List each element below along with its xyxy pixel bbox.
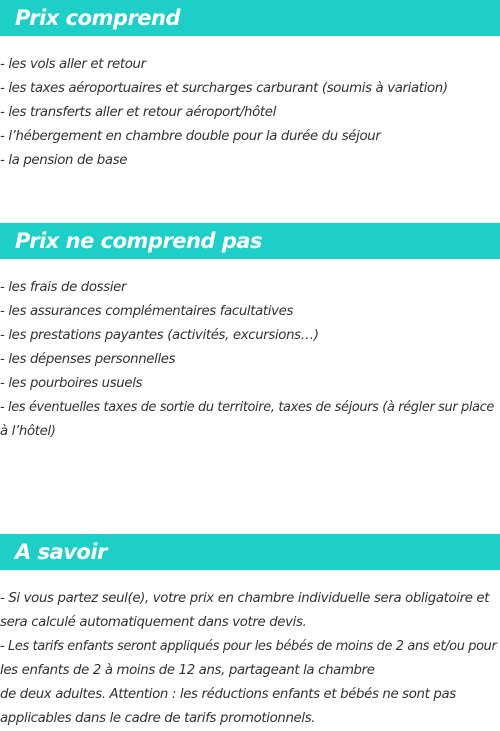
list-item: - les pourboires usuels	[0, 376, 143, 391]
list-item: à l’hôtel)	[0, 424, 56, 439]
section-title: Prix comprend	[15, 6, 181, 30]
section-title: A savoir	[15, 540, 107, 564]
list-item: - les prestations payantes (activités, excursions…)	[0, 328, 319, 343]
list-item: - Si vous partez seul(e), votre prix en chambre individuelle sera obligatoire et	[0, 591, 490, 606]
list-item: sera calculé automatiquement dans votre devis.	[0, 615, 307, 630]
list-item: - les frais de dossier	[0, 280, 127, 295]
excluded-list	[0, 276, 500, 444]
list-item: - Les tarifs enfants seront appliqués pour les bébés de moins de 2 ans et/ou pour	[0, 639, 497, 654]
list-item: les enfants de 2 à moins de 12 ans, partageant la chambre	[0, 663, 375, 678]
list-item: de deux adultes. Attention : les réductions enfants et bébés ne sont pas	[0, 687, 456, 702]
list-item: - les vols aller et retour	[0, 57, 146, 72]
section-title: Prix ne comprend pas	[15, 229, 263, 253]
list-item: - les taxes aéroportuaires et surcharges carburant (soumis à variation)	[0, 81, 448, 96]
list-item: - la pension de base	[0, 153, 128, 168]
list-item: applicables dans le cadre de tarifs promotionnels.	[0, 711, 316, 726]
info-list	[0, 587, 500, 731]
included-list	[0, 53, 500, 173]
section-header-prix-ne-comprend-pas	[0, 223, 500, 259]
list-item: - les dépenses personnelles	[0, 352, 176, 367]
list-item: - l’hébergement en chambre double pour la durée du séjour	[0, 129, 381, 144]
list-item: - les assurances complémentaires facultatives	[0, 304, 294, 319]
section-header-prix-comprend	[0, 0, 500, 36]
section-header-a-savoir	[0, 534, 500, 570]
list-item: - les éventuelles taxes de sortie du territoire, taxes de séjours (à régler sur place	[0, 400, 494, 415]
list-item: - les transferts aller et retour aéroport/hôtel	[0, 105, 276, 120]
